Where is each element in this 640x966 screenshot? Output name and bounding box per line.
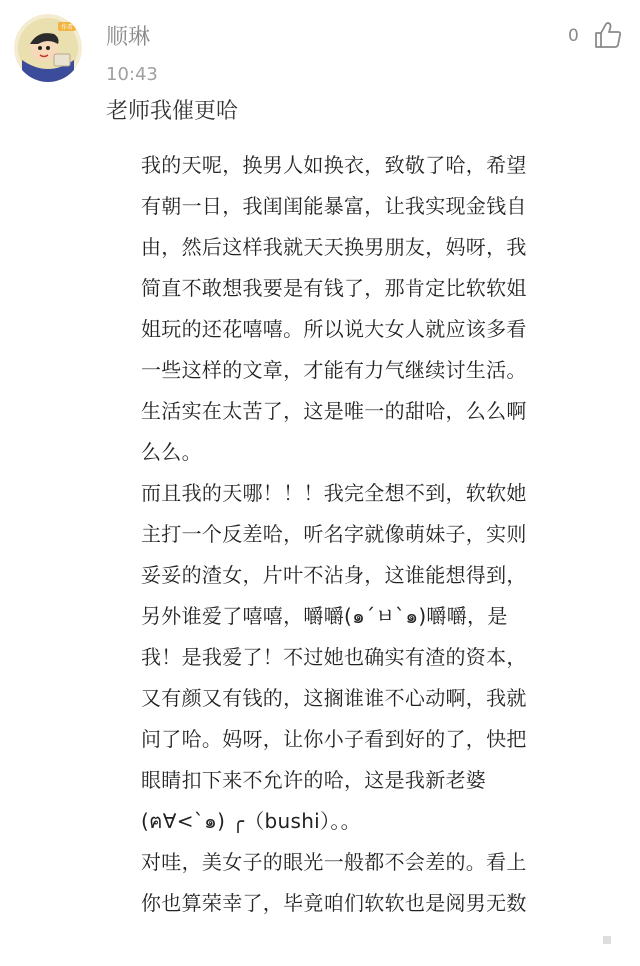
article-line: 么么。 bbox=[141, 440, 202, 464]
article-body bbox=[141, 145, 591, 924]
article-line: 对哇，美女子的眼光一般都不会差的。看上 bbox=[141, 850, 527, 874]
article-line: 一些这样的文章，才能有力气继续讨生活。 bbox=[141, 358, 527, 382]
scrollbar-thumb[interactable] bbox=[603, 936, 611, 944]
cartoon-avatar-icon bbox=[14, 14, 82, 82]
article-line: 我！是我爱了！不过她也确实有渣的资本， bbox=[141, 645, 527, 669]
author-badge: 作者 bbox=[60, 24, 74, 31]
article-line: 问了哈。妈呀，让你小子看到好的了，快把 bbox=[141, 727, 527, 751]
article-line: 有朝一日，我闺闺能暴富，让我实现金钱自 bbox=[141, 194, 527, 218]
article-line: 姐玩的还花嘻嘻。所以说大女人就应该多看 bbox=[141, 317, 527, 341]
article-line: 你也算荣幸了，毕竟咱们软软也是阅男无数 bbox=[141, 891, 527, 915]
comment-text: 老师我催更哈 bbox=[106, 99, 239, 124]
like-count: 0 bbox=[568, 26, 579, 46]
article-line: 简直不敢想我要是有钱了，那肯定比软软姐 bbox=[141, 276, 527, 300]
article-line: 而且我的天哪！！！我完全想不到，软软她 bbox=[141, 481, 527, 505]
article-line: 我的天呢，换男人如换衣，致敬了哈，希望 bbox=[141, 153, 527, 177]
article-line: 由，然后这样我就天天换男朋友，妈呀，我 bbox=[141, 235, 527, 259]
article-line: (ฅ∀<`๑) ╭（bushi）。。 bbox=[141, 809, 361, 833]
like-button[interactable] bbox=[593, 20, 623, 50]
article-line: 主打一个反差哈，听名字就像萌妹子，实则 bbox=[141, 522, 527, 546]
thumbs-up-icon bbox=[593, 20, 623, 50]
article-line: 眼睛扣下来不允许的哈，这是我新老婆 bbox=[141, 768, 487, 792]
comment-time: 10:43 bbox=[106, 64, 158, 85]
author-avatar[interactable] bbox=[14, 14, 82, 82]
author-name[interactable]: 顺琳 bbox=[106, 25, 151, 50]
article-line: 又有颜又有钱的，这搁谁谁不心动啊，我就 bbox=[141, 686, 527, 710]
article-line: 妥妥的渣女，片叶不沾身，这谁能想得到， bbox=[141, 563, 527, 587]
article-line: 生活实在太苦了，这是唯一的甜哈，么么啊 bbox=[141, 399, 527, 423]
article-line: 另外谁爱了嘻嘻，嚼嚼(๑´ㅂ`๑)嚼嚼，是 bbox=[141, 604, 508, 628]
